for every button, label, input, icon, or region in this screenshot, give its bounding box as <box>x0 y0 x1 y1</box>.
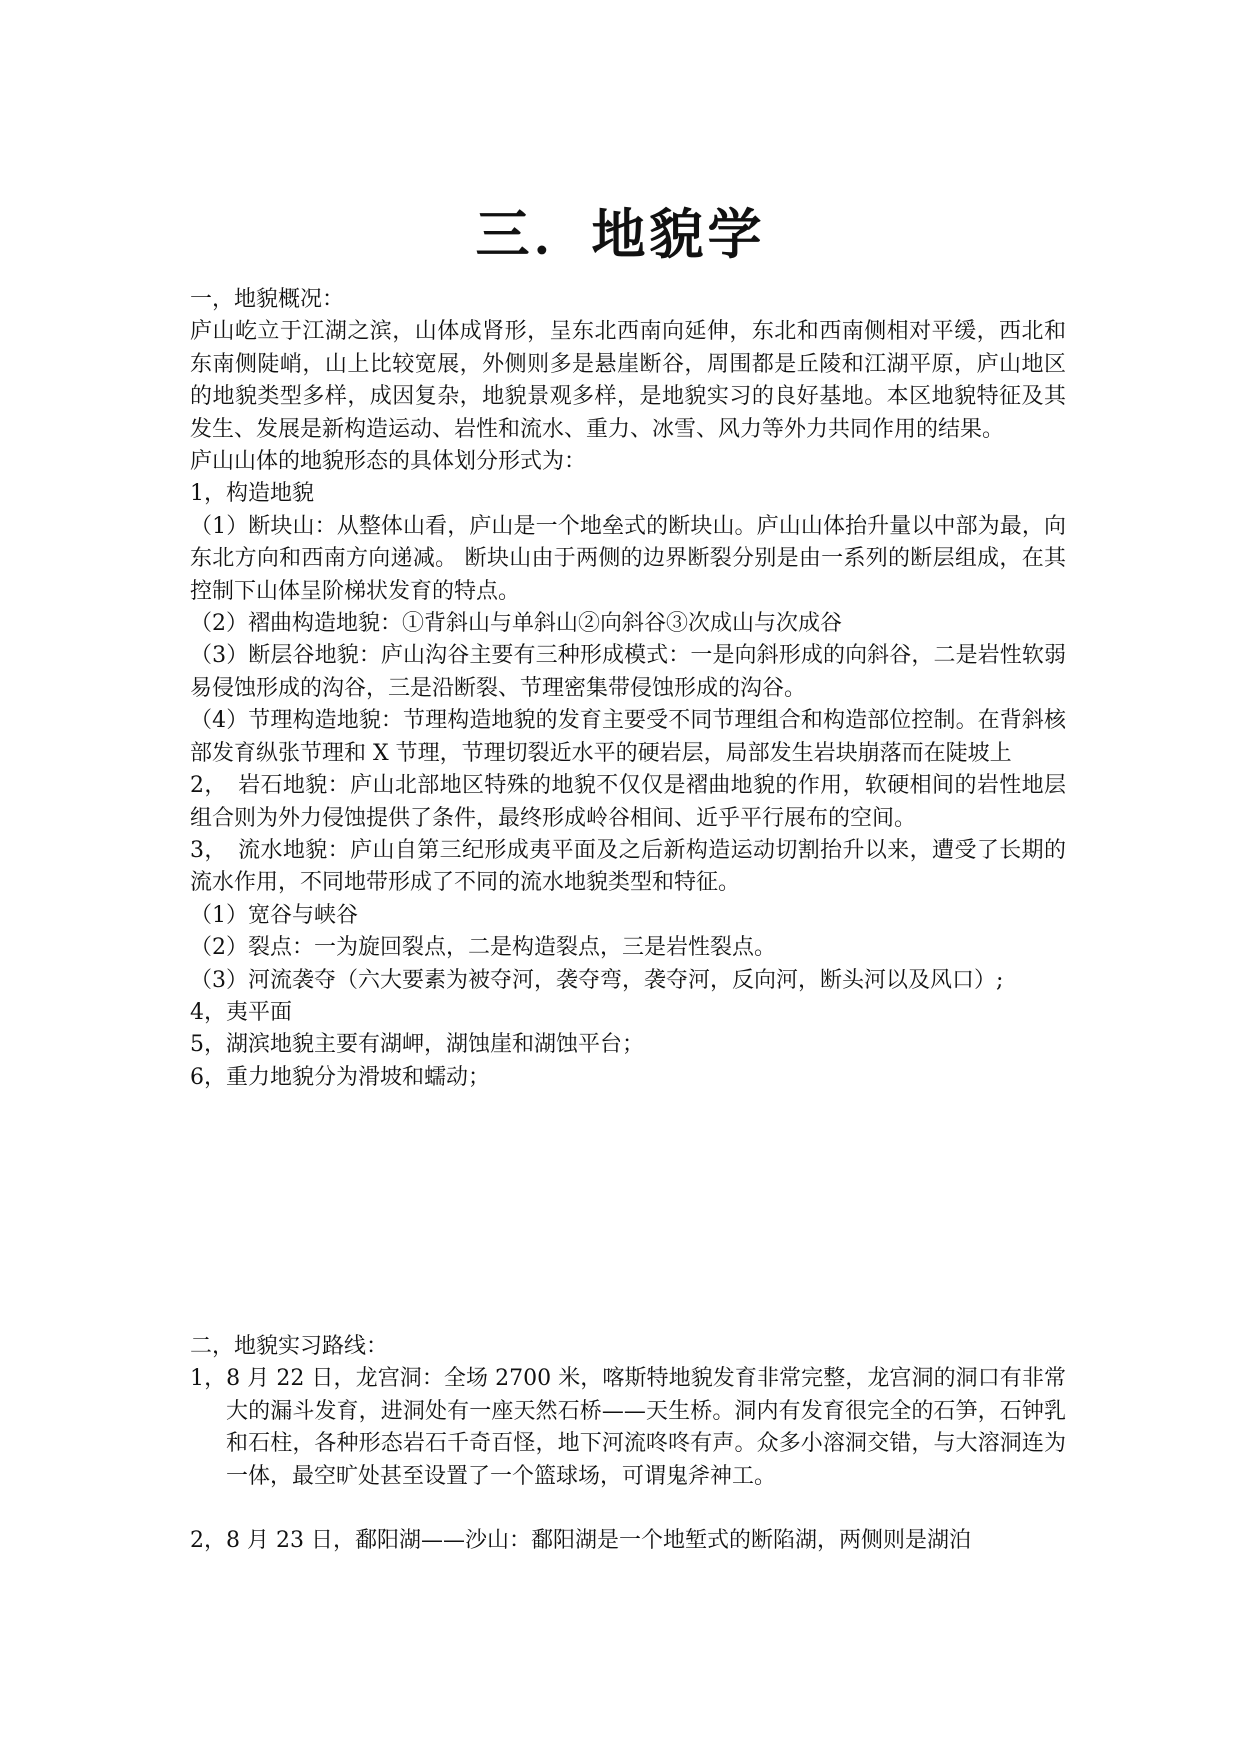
section-field-route <box>190 1331 1066 1558</box>
list-item: 1，构造地貌 <box>190 481 314 507</box>
section-heading: 一，地貌概况： <box>190 287 345 312</box>
list-item: 4，夷平面 <box>190 999 292 1025</box>
list-item: （4）节理构造地貌：节理构造地貌的发育主要受不同节理组合和构造部位控制。在背斜核部发育纵张节理和 X 节理，节理切裂近水平的硬岩层，局部发生岩块崩落而在陡坡上 <box>190 708 1066 766</box>
paragraph: 庐山山体的地貌形态的具体划分形式为： <box>190 449 587 475</box>
list-item: 3， 流水地貌：庐山自第三纪形成夷平面及之后新构造运动切割抬升以来，遭受了长期的流水作用，不同地带形成了不同的流水地貌类型和特征。 <box>190 837 1066 896</box>
route-item: 1，8 月 22 日，龙宫洞：全场 2700 米，喀斯特地貌发育非常完整，龙宫洞的洞口有非常大的漏斗发育，进洞处有一座天然石桥——天生桥。洞内有发育很完全的石笋，石钟乳和石柱，各种形态岩石千奇百怪，地下河流咚咚有声。众多小溶洞交错，与大溶洞连为一体，最空旷处甚至设置了一个篮球场，可谓鬼斧神工。 <box>190 1366 1066 1489</box>
list-item: （2）裂点：一为旋回裂点，二是构造裂点，三是岩性裂点。 <box>190 935 776 961</box>
list-item: （1）断块山：从整体山看，庐山是一个地垒式的断块山。庐山山体抬升量以中部为最，向东北方向和西南方向递减。 断块山由于两侧的边界断裂分别是由一系列的断层组成，在其控制下山体呈阶梯状发育的特点。 <box>190 513 1066 604</box>
page-title: 三．地貌学 <box>475 203 766 266</box>
blank-line <box>190 1493 1066 1525</box>
list-item: 6，重力地貌分为滑坡和蠕动； <box>190 1064 490 1090</box>
list-item: 2， 岩石地貌：庐山北部地区特殊的地貌不仅仅是褶曲地貌的作用，软硬相间的岩性地层组合则为外力侵蚀提供了条件，最终形成岭谷相间、近乎平行展布的空间。 <box>190 773 1066 831</box>
paragraph: 庐山屹立于江湖之滨，山体成肾形，呈东北西南向延伸，东北和西南侧相对平缓，西北和东南侧陡峭，山上比较宽展，外侧则多是悬崖断谷，周围都是丘陵和江湖平原，庐山地区的地貌类型多样，成因复杂，地貌景观多样，是地貌实习的良好基地。本区地貌特征及其发生、发展是新构造运动、岩性和流水、重力、冰雪、风力等外力共同作用的结果。 <box>190 319 1066 442</box>
list-item: （3）断层谷地貌：庐山沟谷主要有三种形成模式：一是向斜形成的向斜谷，二是岩性软弱易侵蚀形成的沟谷，三是沿断裂、节理密集带侵蚀形成的沟谷。 <box>190 643 1066 701</box>
section-heading: 二，地貌实习路线： <box>190 1334 389 1359</box>
section-landform-overview <box>190 284 1066 1094</box>
list-item: 5，湖滨地貌主要有湖岬，湖蚀崖和湖蚀平台； <box>190 1032 644 1058</box>
list-item: （3）河流袭夺（六大要素为被夺河，袭夺弯，袭夺河，反向河，断头河以及风口）; <box>190 967 1004 993</box>
list-item: （1）宽谷与峡谷 <box>190 902 358 928</box>
list-item: （2）褶曲构造地貌：①背斜山与单斜山②向斜谷③次成山与次成谷 <box>190 611 842 637</box>
route-item: 2，8 月 23 日，鄱阳湖——沙山：鄱阳湖是一个地堑式的断陷湖，两侧则是湖泊 <box>190 1528 971 1554</box>
